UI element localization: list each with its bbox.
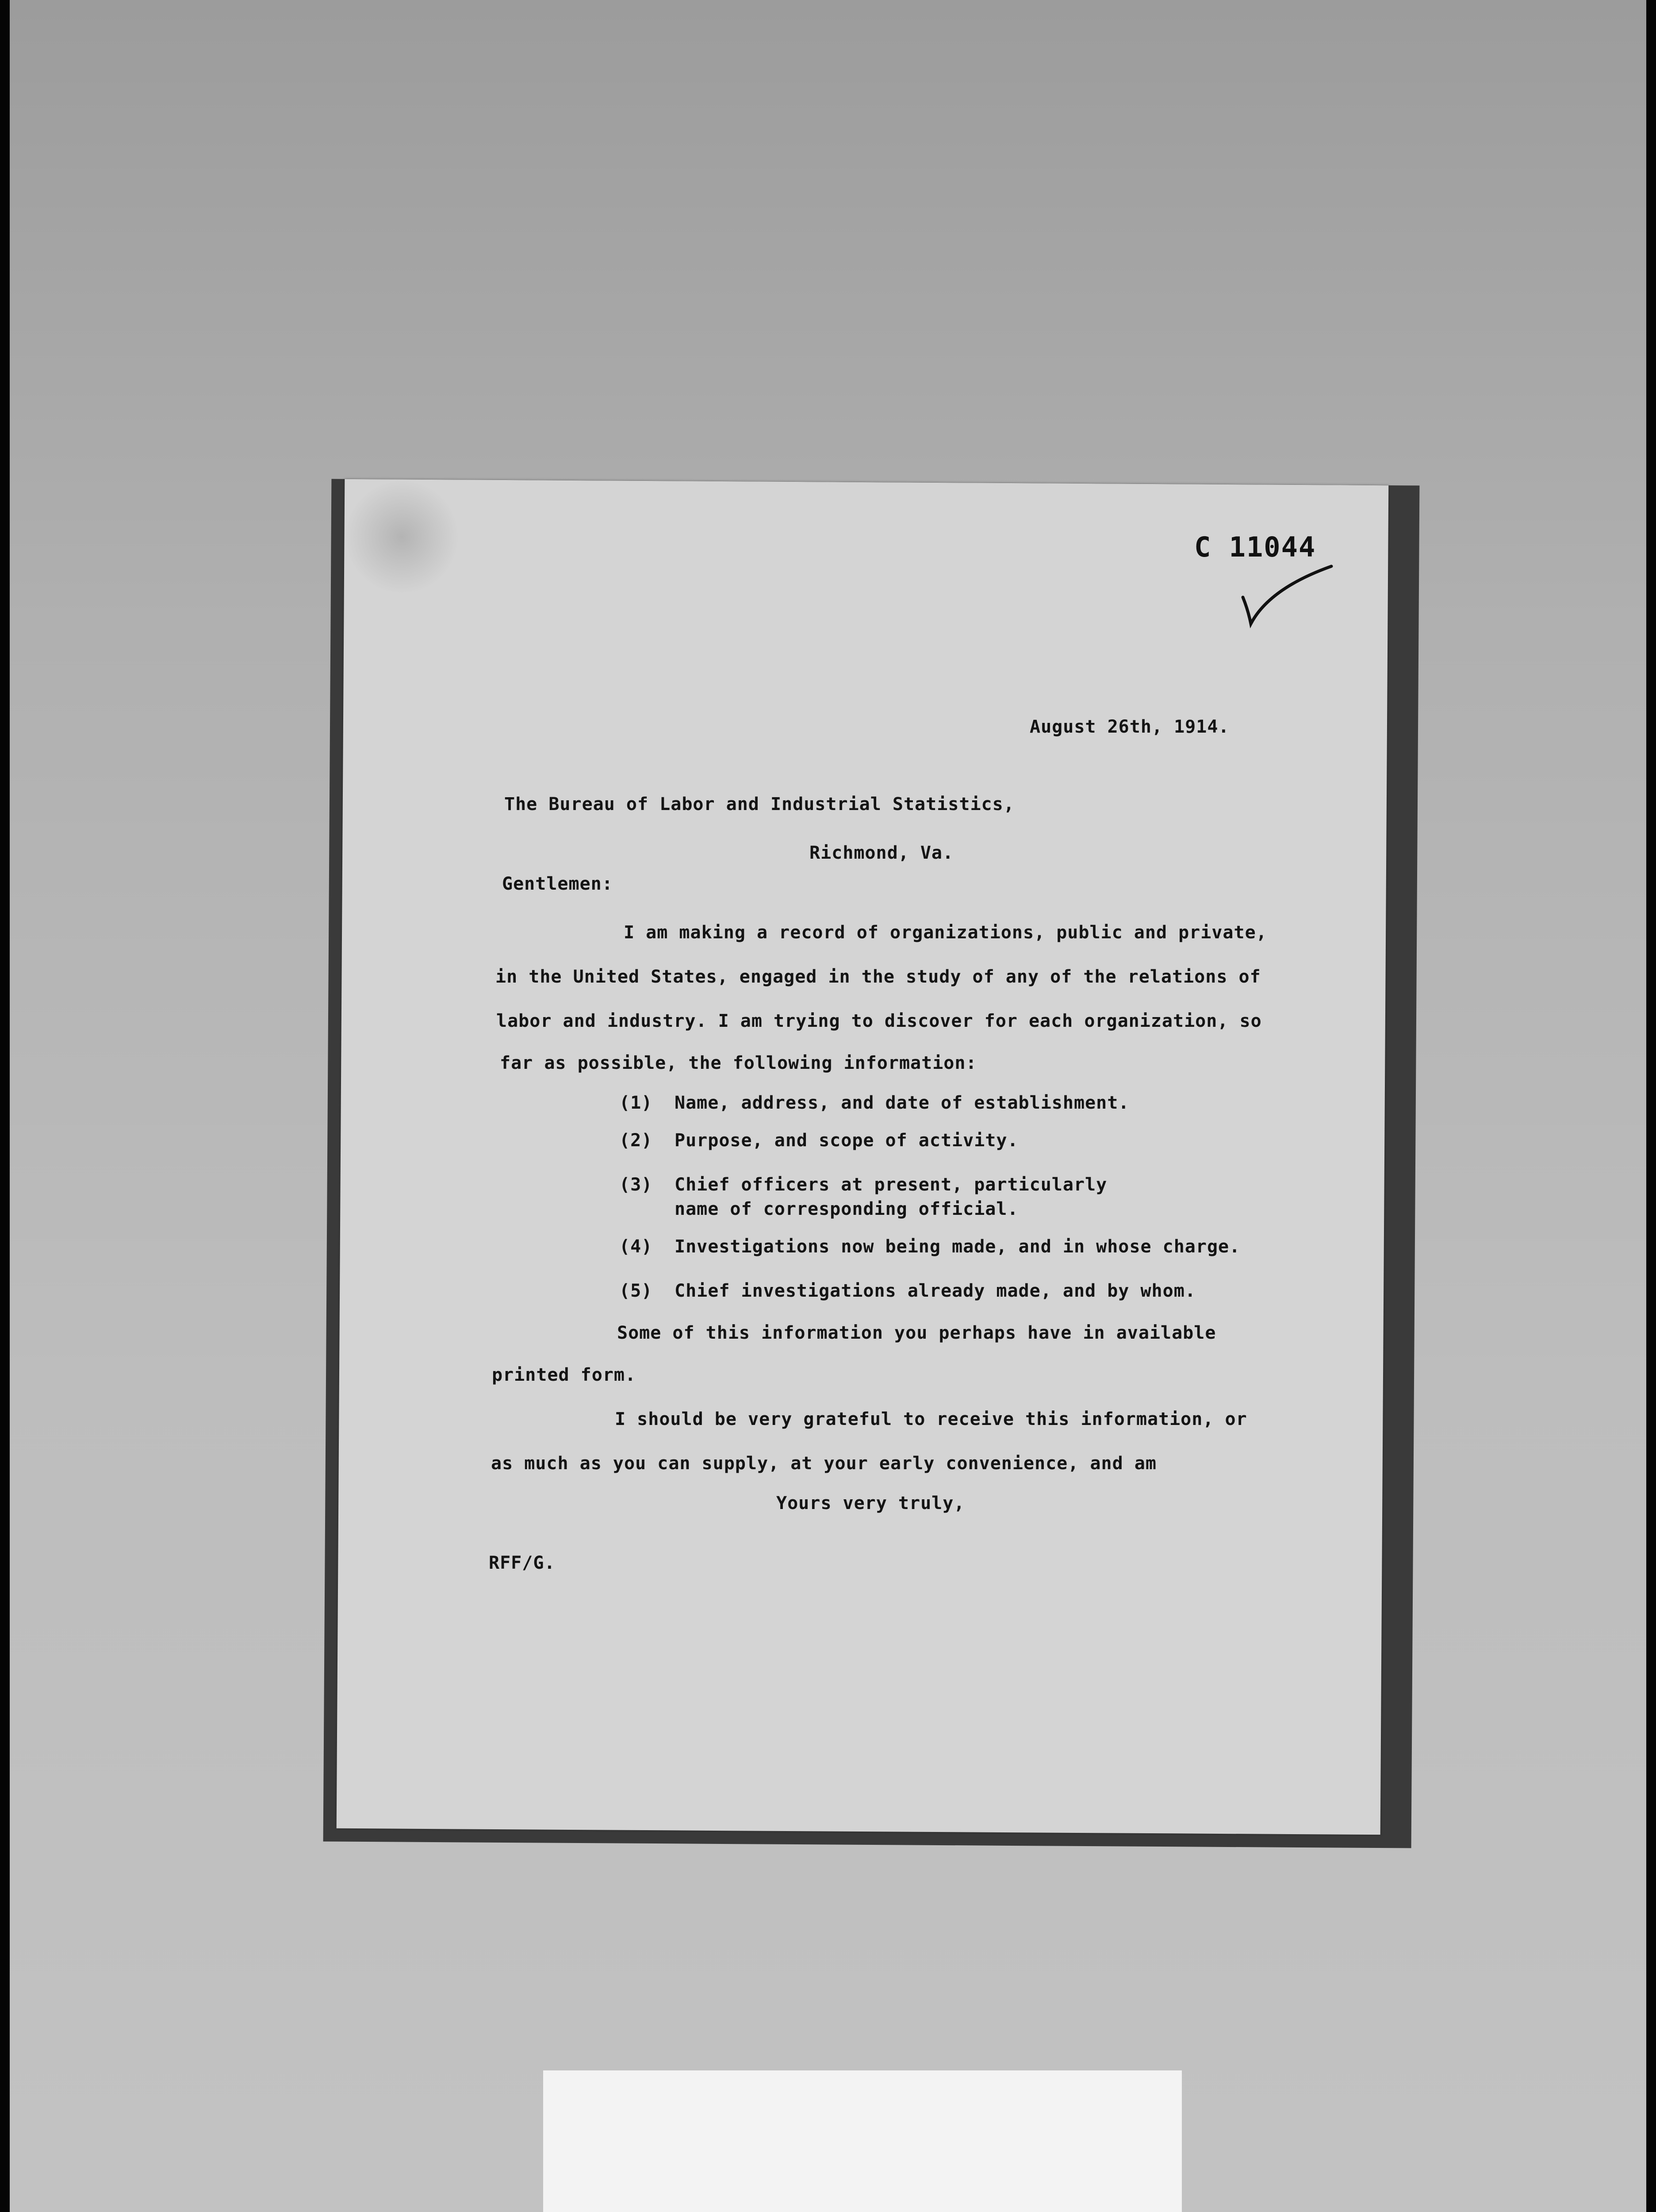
- item-2-text: Purpose, and scope of activity.: [675, 1130, 1019, 1151]
- paragraph-1-line-4: far as possible, the following information:: [500, 1053, 977, 1073]
- recipient-line-2: Richmond, Va.: [809, 843, 954, 863]
- item-1-text: Name, address, and date of establishment.: [675, 1093, 1130, 1113]
- item-3-text-line-2: name of corresponding official.: [675, 1199, 1019, 1219]
- item-5-number: (5): [619, 1281, 653, 1301]
- item-2-number: (2): [619, 1130, 653, 1151]
- item-1-number: (1): [619, 1093, 653, 1113]
- item-5-text: Chief investigations already made, and by whom.: [675, 1281, 1196, 1301]
- paragraph-2-line-1: Some of this information you perhaps have in available: [617, 1323, 1216, 1343]
- smudge-mark: [344, 479, 460, 595]
- paragraph-1-line-2: in the United States, engaged in the study of any of the relations of: [495, 967, 1261, 987]
- paragraph-1-line-3: labor and industry. I am trying to discover for each organization, so: [496, 1011, 1262, 1031]
- reference-number: C 11044: [1194, 531, 1316, 563]
- salutation: Gentlemen:: [502, 874, 613, 894]
- item-4-text: Investigations now being made, and in whose charge.: [675, 1237, 1241, 1257]
- check-mark-icon: [1238, 562, 1336, 633]
- closing: Yours very truly,: [776, 1493, 965, 1513]
- paragraph-1-line-1: I am making a record of organizations, public and private,: [624, 922, 1267, 943]
- item-3-number: (3): [619, 1175, 653, 1195]
- paragraph-3-line-1: I should be very grateful to receive this information, or: [615, 1409, 1247, 1429]
- letter-date: August 26th, 1914.: [1030, 717, 1230, 737]
- letter-page: [337, 479, 1389, 1835]
- label-card: [543, 2070, 1182, 2212]
- paragraph-3-line-2: as much as you can supply, at your early convenience, and am: [491, 1453, 1157, 1474]
- item-3-text-line-1: Chief officers at present, particularly: [675, 1175, 1108, 1195]
- paragraph-2-line-2: printed form.: [492, 1365, 636, 1385]
- recipient-line-1: The Bureau of Labor and Industrial Statistics,: [504, 794, 1015, 814]
- film-edge-right: [1646, 0, 1656, 2212]
- film-edge-left: [0, 0, 10, 2212]
- initials: RFF/G.: [489, 1553, 556, 1573]
- item-4-number: (4): [619, 1237, 653, 1257]
